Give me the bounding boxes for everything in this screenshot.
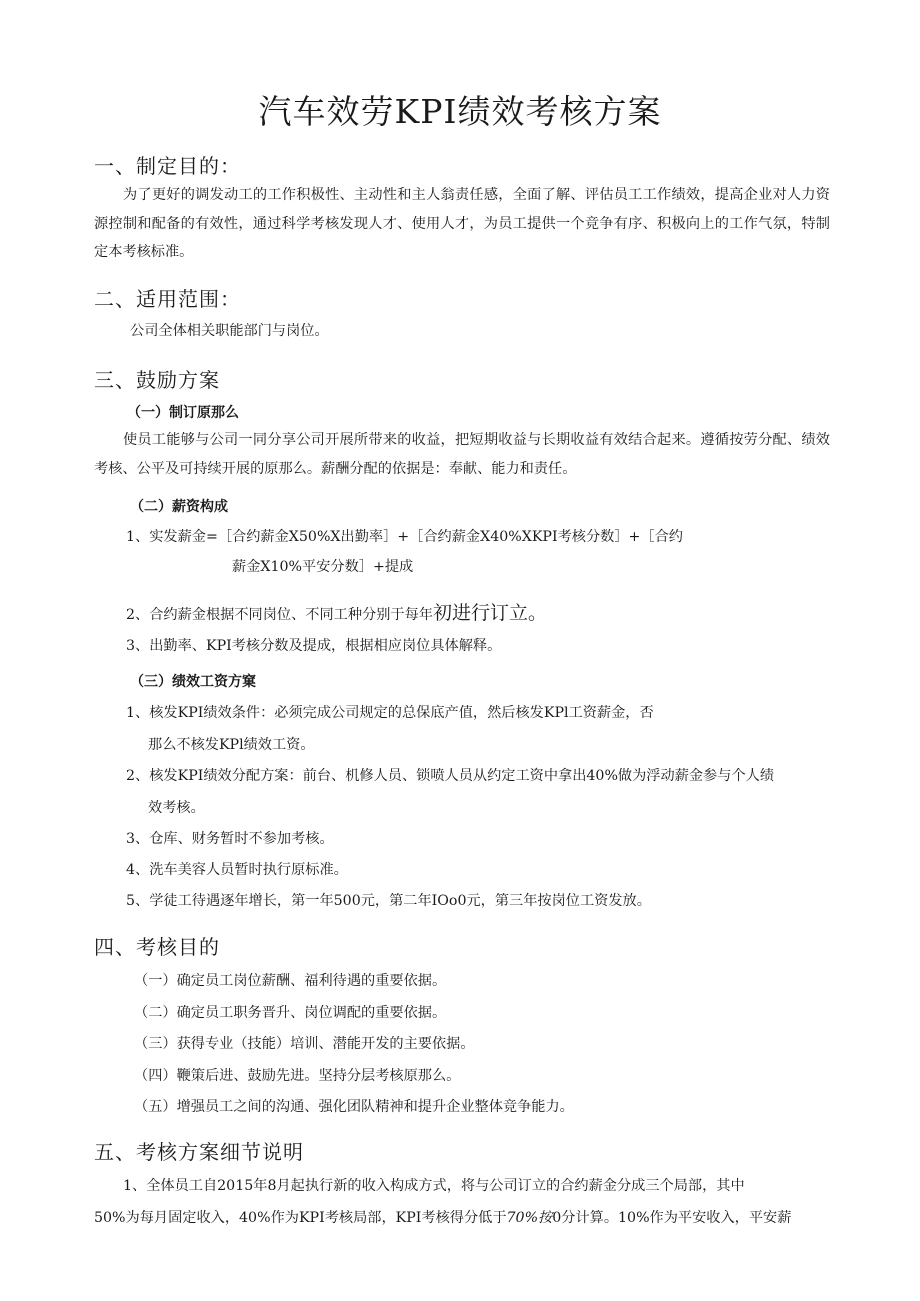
assessment-purpose-item-5: （五）增强员工之间的沟通、强化团队精神和提升企业整体竞争能力。: [134, 1099, 574, 1115]
plan-details-line2-a: 50%为每月固定收入，40%作为KPI考核局部，KPI考核得分低于: [94, 1210, 507, 1226]
plan-details-line2-italic: 70%按: [506, 1210, 553, 1226]
scope-text: 公司全体相关职能部门与岗位。: [130, 323, 329, 339]
purpose-paragraph: 为了更好的调发动工的工作积极性、主动性和主人翁责任感，全面了解、评估员工工作绩效，提高企业对人力资源控制和配备的有效性，通过科学考核发现人才、使用人才，为员工提供一个竞争有序、积极向上的工作气氛，特制定本考核标准。: [94, 187, 830, 260]
assessment-purpose-item-1: （一）确定员工岗位薪酬、福利待遇的重要依据。: [134, 973, 447, 989]
salary-item-3: 3、出勤率、KPI考核分数及提成，根据相应岗位具体解释。: [126, 638, 502, 654]
assessment-purpose-item-4: （四）鞭策后进、鼓励先进。坚持分层考核原那么。: [134, 1068, 461, 1084]
performance-item-4: 4、洗车美容人员暂时执行原标准。: [126, 862, 348, 878]
performance-item-1-line2: 那么不核发KPl绩效工资。: [148, 737, 315, 753]
plan-details-line2: [94, 1207, 791, 1227]
section-heading-incentive: 三、鼓励方案: [94, 368, 220, 392]
assessment-purpose-item-3: （三）获得专业（技能）培训、潜能开发的主要依据。: [134, 1036, 475, 1052]
salary-formula-line1: 1、实发薪金=［合约薪金X50%X出勤率］+［合约薪金X40%XKPI考核分数］+［合约: [126, 529, 683, 545]
plan-details-line1: 1、全体员工自2015年8月起执行新的收入构成方式，将与公司订立的合约薪金分成三个局部，其中: [123, 1178, 745, 1194]
section-heading-assessment-purpose: 四、考核目的: [94, 935, 220, 959]
page-title: 汽车效劳KPI绩效考核方案: [258, 92, 662, 131]
performance-item-3: 3、仓库、财务暂时不参加考核。: [126, 831, 334, 847]
section-heading-scope: 二、适用范围：: [94, 287, 241, 311]
salary-formula-line2: 薪金X10%平安分数］+提成: [232, 559, 414, 575]
plan-details-line2-c: 0分计算。10%作为平安收入，平安薪: [552, 1210, 792, 1226]
subheading-salary-structure: （二）薪资构成: [130, 499, 228, 515]
section-heading-plan-details: 五、考核方案细节说明: [94, 1140, 304, 1164]
section-heading-purpose: 一、制定目的：: [94, 154, 241, 178]
subheading-performance-plan: （三）绩效工资方窠: [130, 674, 256, 690]
performance-item-2-line2: 效考核。: [148, 800, 205, 816]
salary-item-2-large-text: 初进行订立。: [432, 602, 547, 624]
assessment-purpose-item-2: （二）确定员工职务晋升、岗位调配的重要依据。: [134, 1005, 447, 1021]
principles-paragraph: 使员工能够与公司一同分享公司开展所带来的收益，把短期收益与长期收益有效结合起来。遵循按劳分配、绩效考核、公平及可持续开展的原那么。薪酬分配的依据是：奉献、能力和责任。: [94, 432, 830, 477]
performance-item-1-line1: 1、核发KPI绩效条件：必须完成公司规定的总保底产值，然后核发KPl工资薪金，否: [126, 705, 654, 721]
performance-item-2-line1: 2、核发KPI绩效分配方案：前台、机修人员、锁喷人员从约定工资中拿出40%做为浮动薪金参与个人绩: [126, 768, 775, 784]
subheading-principles: （一）制订原那么: [127, 405, 239, 421]
salary-item-2: [126, 598, 547, 625]
performance-item-5: 5、学徒工待遇逐年增长，第一年500元，第二年IOo0元，第三年按岗位工资发放。: [126, 893, 651, 909]
salary-item-2-text: 2、合约薪金根据不同岗位、不同工种分别于每年: [126, 607, 433, 623]
